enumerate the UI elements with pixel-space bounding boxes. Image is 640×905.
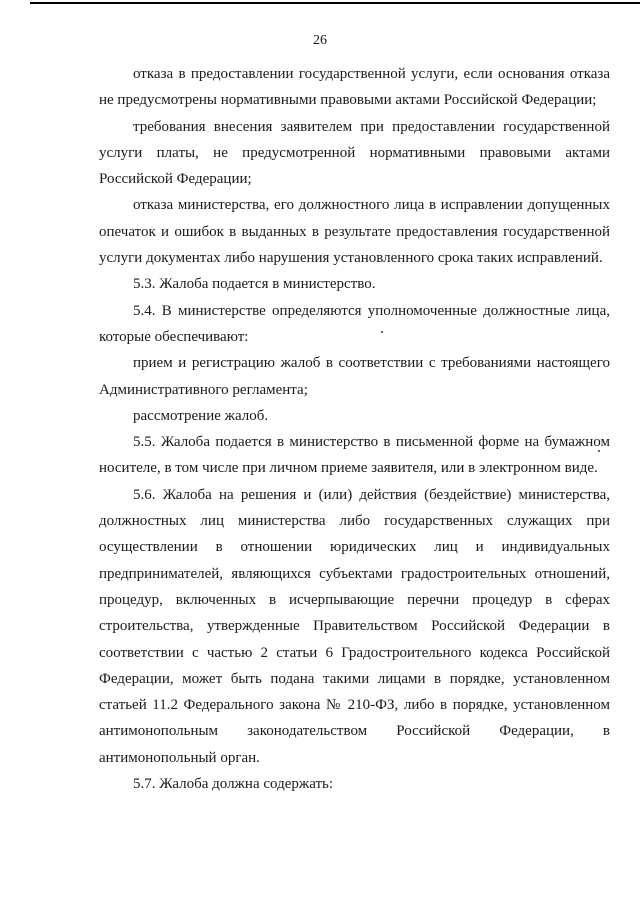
paragraph-refusal-grounds: отказа в предоставлении государственной услуги, если основания отказа не предусмотрены нормативными правовыми актами Российской Федерации; (99, 66, 610, 109)
paragraph-reception-registration: прием и регистрацию жалоб в соответствии с требованиями настоящего Административного регламента; (99, 355, 610, 398)
paragraph-5-5: 5.5. Жалоба подается в министерство в письменной форме на бумажном носителе, в том числе при личном приеме заявителя, или в электронном виде. (99, 434, 610, 477)
paragraph-5-6: 5.6. Жалоба на решения и (или) действия (бездействие) министерства, должностных лиц министерства либо государственных служащих при осуществлении в отношении юридических лиц и индивидуальных предпринимателей, являющихся субъектами градостроительных отношений, процедур, включенных в исчерпывающие перечни процедур в сферах строительства, утвержденные Правительством Российской Федерации в соответствии с частью 2 статьи 6 Градостроительного кодекса Российской Федерации, может быть подана такими лицами в порядке, установленном статьей 11.2 Федерального закона № 210-ФЗ, либо в порядке, установленном антимонопольным законодательством Российской Федерации, в антимонопольный орган. (99, 486, 610, 766)
scan-speck (598, 450, 600, 452)
paragraph-correction-refusal: отказа министерства, его должностного лица в исправлении допущенных опечаток и ошибок в выданных в результате предоставления государственной услуги документах либо нарушения установленного срока таких исправлений. (99, 197, 610, 267)
paragraph-complaint-review: рассмотрение жалоб. (133, 407, 269, 424)
paragraph-5-7: 5.7. Жалоба должна содержать: (133, 776, 334, 793)
page-number: 26 (313, 33, 327, 48)
paragraph-fee-requirement: требования внесения заявителем при предоставлении государственной услуги платы, не предусмотренной нормативными правовыми актами Российской Федерации; (99, 118, 610, 188)
document-body (99, 61, 610, 797)
top-border-line (30, 2, 640, 4)
scan-speck (381, 331, 383, 333)
paragraph-5-4: 5.4. В министерстве определяются уполномоченные должностные лица, которые обеспечивают: (99, 302, 610, 345)
paragraph-5-3: 5.3. Жалоба подается в министерство. (133, 276, 376, 293)
